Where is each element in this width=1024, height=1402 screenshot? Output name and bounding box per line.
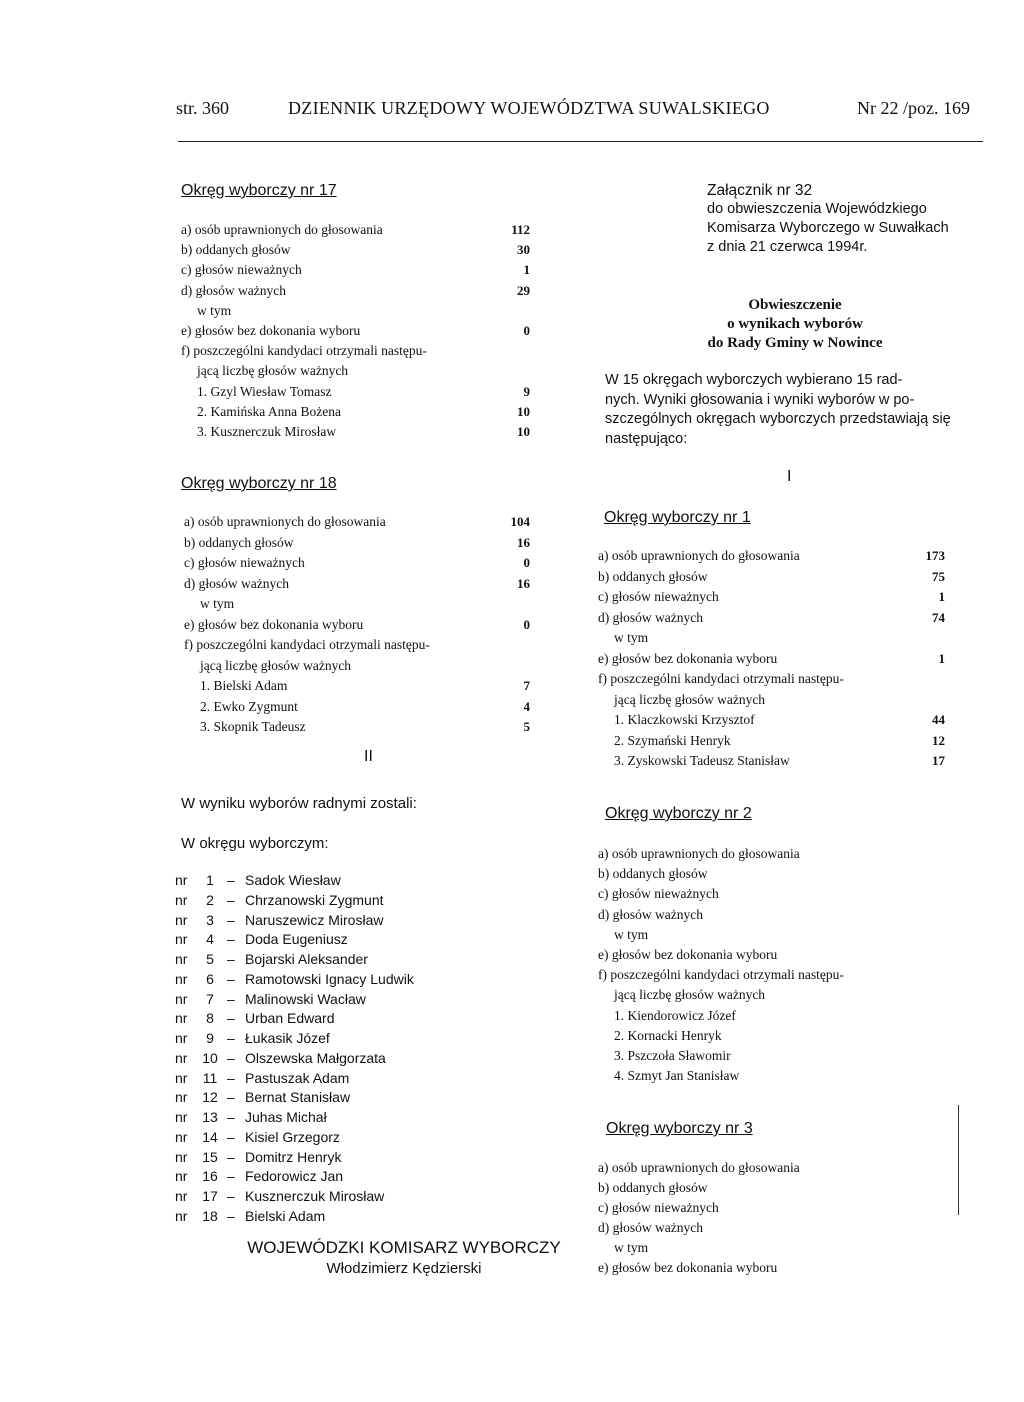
result-row-label: a) osób uprawnionych do głosowania <box>598 1160 800 1175</box>
elected-number: 15 <box>202 1148 218 1165</box>
elected-number: 8 <box>206 1010 214 1027</box>
elected-dash: – <box>227 1128 235 1145</box>
elected-nr: nr <box>175 1109 188 1125</box>
result-row-label: b) oddanych głosów <box>598 568 708 584</box>
result-row-label: e) głosów bez dokonania wyboru <box>598 1260 778 1275</box>
district-17-title: Okręg wyborczy nr 17 <box>181 182 337 199</box>
result-row-value: 104 <box>510 514 530 529</box>
result-row-label: 3. Skopnik Tadeusz <box>200 719 306 734</box>
result-row-label: 3. Kusznerczuk Mirosław <box>197 424 337 439</box>
elected-dash: – <box>227 1030 235 1046</box>
result-row-label: c) głosów nieważnych <box>598 886 719 902</box>
result-row-label: 1. Klaczkowski Krzysztof <box>614 712 755 727</box>
elected-dash: – <box>227 1148 235 1165</box>
elected-number: 11 <box>202 1069 218 1086</box>
elected-name: Bojarski Aleksander <box>245 951 368 967</box>
result-row-label: 1. Gzyl Wiesław Tomasz <box>197 383 332 399</box>
result-row-label: f) poszczególni kandydaci otrzymali następu- <box>598 967 844 983</box>
result-row-label: 1. Kiendorowicz Józef <box>614 1007 736 1023</box>
journal-title: DZIENNIK URZĘDOWY WOJEWÓDZTWA SUWALSKIEGO <box>288 98 770 118</box>
result-row-value: 10 <box>517 424 530 439</box>
district-intro: W okręgu wyborczym: <box>181 835 329 852</box>
result-row-label: c) głosów nieważnych <box>181 262 302 278</box>
result-row-value: 7 <box>523 678 530 693</box>
elected-dash: – <box>227 1069 235 1086</box>
elected-name: Malinowski Wacław <box>245 990 366 1007</box>
result-row-value: 112 <box>511 222 530 237</box>
result-row-label: a) osób uprawnionych do głosowania <box>598 548 800 563</box>
result-row-value: 1 <box>938 650 945 666</box>
elected-nr: nr <box>175 1010 188 1027</box>
result-row-label: w tym <box>614 926 649 942</box>
margin-line <box>958 1105 959 1215</box>
result-row-label: f) poszczególni kandydaci otrzymali następu- <box>184 637 430 652</box>
result-row-value: 173 <box>925 548 945 563</box>
result-row-label: c) głosów nieważnych <box>184 555 305 570</box>
result-row-value: 4 <box>523 698 530 714</box>
elected-dash: – <box>227 951 235 967</box>
result-row-label: e) głosów bez dokonania wyboru <box>598 947 778 962</box>
elected-dash: – <box>227 911 235 928</box>
result-row-value: 5 <box>523 719 530 734</box>
elected-number: 14 <box>202 1128 218 1145</box>
elected-number: 3 <box>206 911 214 928</box>
elected-nr: nr <box>175 1168 188 1185</box>
elected-name: Naruszewicz Mirosław <box>245 911 384 928</box>
annex-line: Komisarza Wyborczego w Suwałkach <box>707 220 949 236</box>
elected-number: 6 <box>206 970 214 987</box>
result-row-label: jącą liczbę głosów ważnych <box>614 691 766 707</box>
elected-number: 18 <box>202 1207 218 1224</box>
result-row-label: e) głosów bez dokonania wyboru <box>598 650 778 666</box>
notice-title: Obwieszczenie <box>748 297 842 313</box>
elected-dash: – <box>227 891 235 908</box>
result-row-label: d) głosów ważnych <box>181 282 286 298</box>
elected-dash: – <box>227 931 235 948</box>
signature-name: Włodzimierz Kędzierski <box>326 1260 482 1277</box>
elected-dash: – <box>227 1188 235 1204</box>
result-row-label: e) głosów bez dokonania wyboru <box>184 616 364 632</box>
elected-name: Ramotowski Ignacy Ludwik <box>245 970 414 987</box>
result-row-value: 12 <box>932 732 945 748</box>
district-3-title: Okręg wyborczy nr 3 <box>606 1120 753 1137</box>
notice-heading <box>600 296 990 353</box>
page-number: str. 360 <box>176 98 230 118</box>
result-row-value: 44 <box>932 712 945 727</box>
elected-number: 9 <box>206 1030 214 1046</box>
elected-nr: nr <box>175 1207 188 1224</box>
district-18-title: Okręg wyborczy nr 18 <box>181 475 337 492</box>
result-row-value: 75 <box>932 568 945 584</box>
elected-nr: nr <box>175 951 188 967</box>
result-row-value: 10 <box>517 403 530 419</box>
result-row-value: 9 <box>523 383 530 399</box>
elected-name: Olszewska Małgorzata <box>245 1049 386 1066</box>
annex-line: Załącznik nr 32 <box>707 182 813 199</box>
elected-nr: nr <box>175 970 188 987</box>
result-row-label: f) poszczególni kandydaci otrzymali następu- <box>598 671 844 686</box>
notice-subtitle-2: do Rady Gminy w Nowince <box>707 335 883 351</box>
result-row-label: d) głosów ważnych <box>598 906 703 922</box>
section-1-numeral: I <box>787 468 792 485</box>
elected-number: 10 <box>202 1049 218 1066</box>
result-row-value: 29 <box>517 282 530 298</box>
elected-number: 17 <box>202 1188 218 1204</box>
elected-name: Kisiel Grzegorz <box>245 1128 340 1145</box>
result-row-label: jącą liczbę głosów ważnych <box>614 987 766 1003</box>
elected-name: Pastuszak Adam <box>245 1069 350 1086</box>
elected-nr: nr <box>175 990 188 1007</box>
intro-line: następująco: <box>605 430 688 447</box>
elected-number: 7 <box>206 990 214 1007</box>
result-row-value: 16 <box>517 534 530 550</box>
elected-name: Kusznerczuk Mirosław <box>245 1188 385 1204</box>
elected-nr: nr <box>175 1188 188 1204</box>
result-row-label: b) oddanych głosów <box>184 534 294 550</box>
result-row-value: 16 <box>517 575 530 591</box>
result-row-label: 2. Kornacki Henryk <box>614 1027 722 1043</box>
elected-dash: – <box>227 1049 235 1066</box>
elected-name: Fedorowicz Jan <box>245 1168 344 1185</box>
elected-name: Doda Eugeniusz <box>245 931 348 948</box>
elected-name: Sadok Wiesław <box>245 872 341 888</box>
result-row-value: 17 <box>932 753 945 768</box>
results-intro: W wyniku wyborów radnymi zostali: <box>181 795 417 812</box>
district-1-title: Okręg wyborczy nr 1 <box>604 509 751 526</box>
result-row-label: 1. Bielski Adam <box>200 678 288 693</box>
elected-dash: – <box>227 1207 235 1224</box>
result-row-label: d) głosów ważnych <box>598 1220 703 1235</box>
notice-subtitle-1: o wynikach wyborów <box>727 316 863 332</box>
elected-dash: – <box>227 1089 235 1106</box>
elected-nr: nr <box>175 1148 188 1165</box>
result-row-label: w tym <box>614 630 649 645</box>
result-row-value: 0 <box>523 555 530 570</box>
result-row-label: e) głosów bez dokonania wyboru <box>181 323 361 338</box>
page-header <box>176 98 986 122</box>
elected-nr: nr <box>175 891 188 908</box>
district-2-title: Okręg wyborczy nr 2 <box>605 805 752 822</box>
result-row-label: c) głosów nieważnych <box>598 589 719 604</box>
result-row-label: 4. Szmyt Jan Stanisław <box>614 1068 740 1084</box>
elected-nr: nr <box>175 911 188 928</box>
result-row-label: 2. Szymański Henryk <box>614 732 731 748</box>
elected-number: 13 <box>202 1109 218 1125</box>
elected-number: 2 <box>206 891 214 908</box>
result-row-label: 2. Ewko Zygmunt <box>200 698 298 714</box>
elected-name: Urban Edward <box>245 1010 335 1027</box>
result-row-value: 1 <box>523 262 530 278</box>
annex-line: do obwieszczenia Wojewódzkiego <box>707 201 927 217</box>
intro-line: W 15 okręgach wyborczych wybierano 15 rad- <box>605 372 903 388</box>
elected-dash: – <box>227 970 235 987</box>
elected-nr: nr <box>175 1049 188 1066</box>
result-row-label: f) poszczególni kandydaci otrzymali następu- <box>181 343 427 359</box>
section-2-numeral: II <box>364 748 373 765</box>
elected-number: 5 <box>206 951 214 967</box>
result-row-label: 3. Zyskowski Tadeusz Stanisław <box>614 753 790 768</box>
annex-line: z dnia 21 czerwca 1994r. <box>707 239 868 255</box>
elected-nr: nr <box>175 1030 188 1046</box>
result-row-label: jącą liczbę głosów ważnych <box>197 363 349 379</box>
elected-name: Domitrz Henryk <box>245 1148 342 1165</box>
signature-title: WOJEWÓDZKI KOMISARZ WYBORCZY <box>247 1238 561 1257</box>
elected-name: Łukasik Józef <box>245 1030 330 1046</box>
result-row-label: a) osób uprawnionych do głosowania <box>184 514 386 529</box>
intro-line: nych. Wyniki głosowania i wyniki wyborów w po- <box>605 391 915 408</box>
elected-number: 16 <box>202 1168 218 1185</box>
elected-nr: nr <box>175 1069 188 1086</box>
elected-dash: – <box>227 1010 235 1027</box>
result-row-label: d) głosów ważnych <box>184 575 289 591</box>
elected-nr: nr <box>175 1128 188 1145</box>
result-row-label: 2. Kamińska Anna Bożena <box>197 403 341 419</box>
result-row-label: d) głosów ważnych <box>598 609 703 625</box>
result-row-label: a) osób uprawnionych do głosowania <box>598 846 800 861</box>
elected-dash: – <box>227 872 235 888</box>
result-row-label: jącą liczbę głosów ważnych <box>200 657 352 673</box>
result-row-label: c) głosów nieważnych <box>598 1200 719 1215</box>
elected-name: Bernat Stanisław <box>245 1089 351 1106</box>
result-row-label: a) osób uprawnionych do głosowania <box>181 222 383 237</box>
header-rule <box>178 141 983 142</box>
elected-nr: nr <box>175 1089 188 1106</box>
elected-dash: – <box>227 990 235 1007</box>
elected-number: 4 <box>206 931 214 948</box>
result-row-label: w tym <box>200 596 235 611</box>
elected-dash: – <box>227 1109 235 1125</box>
result-row-value: 30 <box>517 242 530 258</box>
elected-number: 12 <box>202 1089 218 1106</box>
elected-nr: nr <box>175 931 188 948</box>
result-row-value: 1 <box>938 589 945 604</box>
result-row-label: b) oddanych głosów <box>598 1180 708 1195</box>
result-row-value: 0 <box>523 323 530 338</box>
elected-dash: – <box>227 1168 235 1185</box>
elected-number: 1 <box>206 872 214 888</box>
intro-line: szczególnych okręgach wyborczych przedstawiają się <box>605 411 951 427</box>
elected-name: Juhas Michał <box>245 1109 327 1125</box>
elected-name: Chrzanowski Zygmunt <box>245 891 384 908</box>
result-row-label: w tym <box>197 302 232 318</box>
elected-nr: nr <box>175 872 188 888</box>
result-row-label: w tym <box>614 1240 649 1255</box>
result-row-value: 0 <box>523 616 530 632</box>
result-row-value: 74 <box>932 609 945 625</box>
issue-number: Nr 22 /poz. 169 <box>857 98 970 118</box>
result-row-label: b) oddanych głosów <box>181 242 291 258</box>
result-row-label: 3. Pszczoła Sławomir <box>614 1048 731 1063</box>
elected-name: Bielski Adam <box>245 1207 326 1224</box>
result-row-label: b) oddanych głosów <box>598 866 708 882</box>
